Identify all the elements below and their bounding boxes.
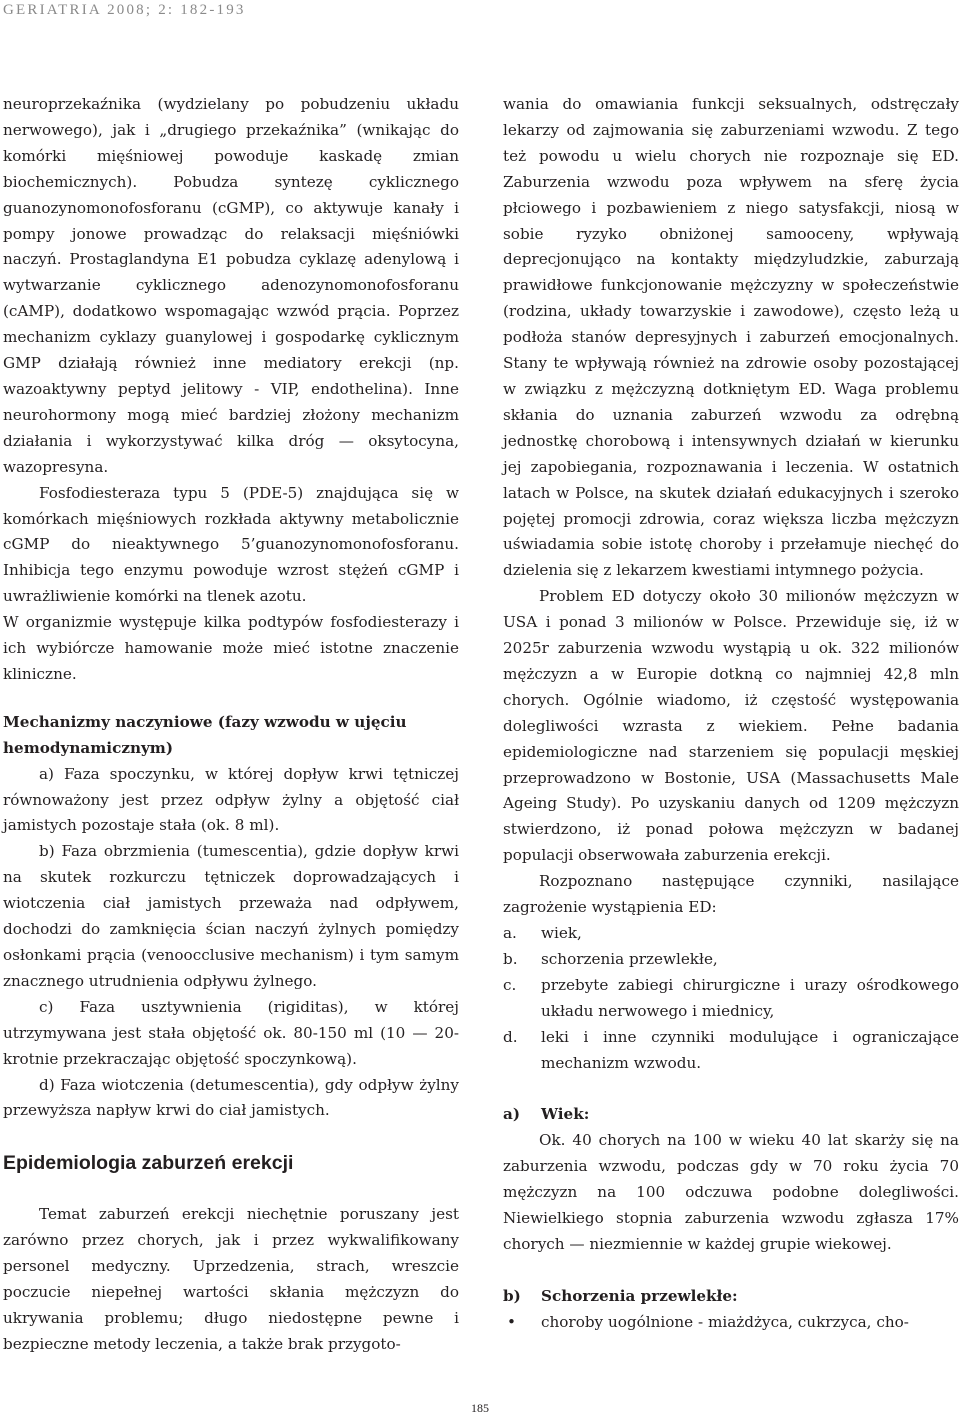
right-column — [503, 92, 959, 1336]
page-number: 185 — [471, 1401, 489, 1415]
list-item: • choroby uogólnione - miażdżyca, cukrzyca, cho- — [503, 1310, 959, 1336]
risk-factor-list — [503, 921, 959, 1076]
paragraph: d) Faza wiotczenia (detumescentia), gdy odpływ żylny przewyższa napływ krwi do ciał jamistych. — [3, 1075, 459, 1120]
list-item: c. przebyte zabiegi chirurgiczne i urazy ośrodkowego układu nerwowego i miednicy, — [503, 975, 959, 1020]
paragraph: W organizmie występuje kilka podtypów fosfodiesterazy i ich wybiórcze hamowanie może mieć istotne znaczenie kliniczne. — [3, 613, 459, 683]
section-heading: Mechanizmy naczyniowe (fazy wzwodu w ujęciu hemodynamicznym) — [3, 712, 407, 757]
subsection-heading-age: a) Wiek: — [503, 1105, 590, 1124]
paragraph: Ok. 40 chorych na 100 w wieku 40 lat skarży się na zaburzenia wzwodu, podczas gdy w 70 roku życia 70 mężczyzn na 100 odczuwa podobne dolegliwości. Niewielkiego stopnia zaburzenia wzwodu zgłasza 17% chorych — niezmiennie w każdej grupie wiekowej. — [503, 1131, 959, 1253]
paragraph: Temat zaburzeń erekcji niechętnie poruszany jest zarówno przez chorych, jak i przez wykwalifikowany personel medyczny. Uprzedzenia, strach, wreszcie poczucie niepełnej wartości skłania mężczyzn do ukrywania problemu; długo niedostępne pewne i bezpieczne metody leczenia, a także brak przygoto- — [3, 1205, 459, 1353]
paragraph: a) Faza spoczynku, w której dopływ krwi tętniczej równoważony jest przez odpływ żylny a objętość ciał jamistych pozostaje stała (ok. 8 ml). — [3, 764, 459, 835]
paragraph: wania do omawiania funkcji seksualnych, odstręczały lekarzy od zajmowania się zaburzeniami wzwodu. Z tego też powodu u wielu chorych nie rozpoznaje się ED. Zaburzenia wzwodu poza wpływem na sferę życia płciowego i pozbawieniem z niego satysfakcji, niosą w sobie ryzyko obniżonej samooceny, wpływają deprecjonująco na kontakty międzyludzkie, zaburzają prawidłowe funkcjonowanie mężczyzny w społeczeństwie (rodzina, układy towarzyskie i zawodowe), często leżą u podłoża stanów depresyjnych i zaburzeń emocjonalnych. Stany te wpływają również na zdrowie osoby pozostającej w związku z mężczyzną dotkniętym ED. Waga problemu skłania do uznania zaburzeń wzwodu za odrębną jednostkę chorobową i intensywnych działań w kierunku jej zapobiegania, rozpoznawania i leczenia. W ostatnich latach w Polsce, na skutek działań edukacyjnych i szeroko pojętej promocji zdrowia, coraz większa liczba mężczyzn uświadamia sobie istotę choroby i przełamuje niechęć do dzielenia się z lekarzem kwestiami intymnego pożycia. — [503, 95, 959, 580]
list-item: a. wiek, — [503, 924, 582, 942]
subsection-heading-chronic: b) Schorzenia przewlekłe: — [503, 1286, 738, 1305]
paragraph: Rozpoznano następujące czynniki, nasilające zagrożenie wystąpienia ED: — [503, 872, 959, 917]
list-item: d. leki i inne czynniki modulujące i ograniczające mechanizm wzwodu. — [503, 1027, 959, 1072]
paragraph: c) Faza usztywnienia (rigiditas), w której utrzymywana jest stała objętość ok. 80-150 ml (10 — 20-krotnie przekraczając objętość spoczynkową). — [3, 997, 459, 1068]
paragraph: Fosfodiesteraza typu 5 (PDE-5) znajdująca się w komórkach mięśniowych rozkłada aktywny metabolicznie cGMP do nieaktywnego 5’guanozynomonofosforanu. Inhibicja tego enzymu powoduje wzrost stężeń cGMP i uwrażliwienie komórki na tlenek azotu. — [3, 483, 459, 606]
paragraph: b) Faza obrzmienia (tumescentia), gdzie dopływ krwi na skutek rozkurczu tętniczek doprowadzających i wiotczenia ciał jamistych przeważa nad odpływem, dochodzi do zamknięcia ścian naczyń żylnych pomiędzy osłonkami prącia (venoocclusive mechanism) i tym samym znacznego utrudnienia odpływu żylnego. — [3, 842, 459, 990]
left-column — [3, 92, 459, 1358]
bullet-list — [503, 1310, 959, 1336]
list-item: b. schorzenia przewlekłe, — [503, 949, 718, 968]
paragraph: neuroprzekaźnika (wydzielany po pobudzeniu układu nerwowego), jak i „drugiego przekaźnika” (wnikając do komórki mięśniowej powoduje kaskadę zmian biochemicznych). Pobudza syntezę cyklicznego guanozynomonofosforanu (cGMP), co aktywuje kanały i pompy jonowe prowadząc do relaksacji mięśniówki naczyń. Prostaglandyna E1 pobudza cyklazę adenylową i wytwarzanie cyklicznego adenozynomonofosforanu (cAMP), dodatkowo wspomagając wzwód prącia. Poprzez mechanizm cyklazy guanylowej i gospodarkę cyklicznym GMP działają również inne mediatory erekcji (np. wazoaktywny peptyd jelitowy - VIP, endothelina). Inne neurohormony mogą mieć bardziej złożony mechanizm działania i wykorzystywać kilka dróg — oksytocyna, wazopresyna. — [3, 95, 459, 476]
section-heading-epidemiology: Epidemiologia zaburzeń erekcji — [3, 1152, 294, 1175]
paragraph: Problem ED dotyczy około 30 milionów mężczyzn w USA i ponad 3 milionów w Polsce. Przewiduje się, iż w 2025r zaburzenia wzwodu wystąpią u ok. 322 milionów mężczyzn a w Europie dotkną co najmniej 42,8 mln chorych. Ogólnie wiadomo, iż częstość występowania dolegliwości wzrasta z wiekiem. Pełne badania epidemiologiczne nad starzeniem się populacji męskiej przeprowadzono w Bostonie, USA (Massachusetts Male Ageing Study). Po uzyskaniu danych od 1209 mężczyzn stwierdzono, iż ponad połowa mężczyzn w badanej populacji obserwowała zaburzenia erekcji. — [503, 587, 959, 865]
running-header: GERIATRIA 2008; 2: 182-193 — [3, 2, 246, 18]
bullet-icon: • — [507, 1312, 516, 1331]
